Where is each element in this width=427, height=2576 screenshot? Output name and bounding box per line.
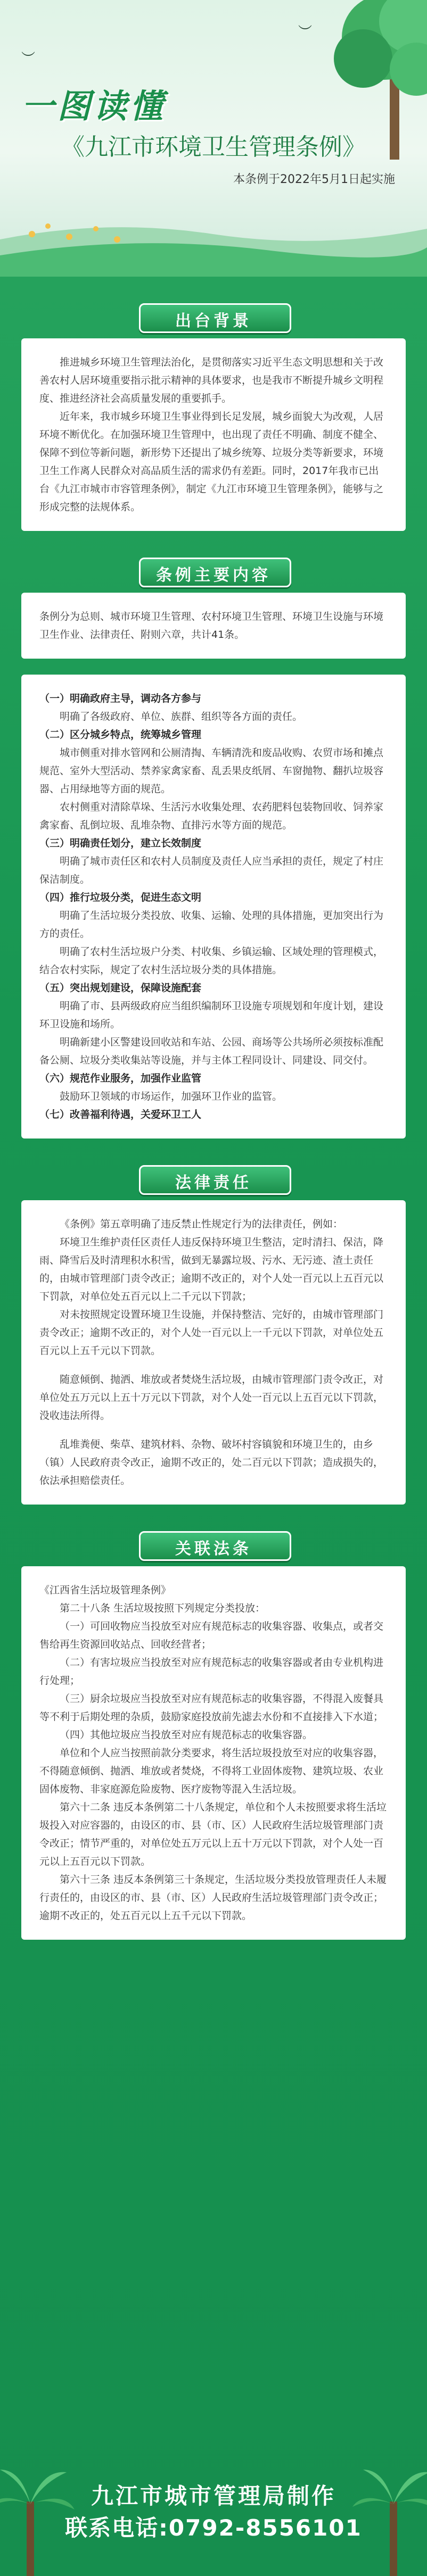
- section-header-related: [139, 1526, 288, 1561]
- page-title: 《九江市环境卫生管理条例》: [61, 134, 366, 161]
- paragraph: （四）其他垃圾应当投放至对应有规范标志的收集容器。: [60, 1729, 313, 1741]
- item-heading: （五）突出规划建设，保障设施配套: [39, 982, 202, 994]
- paragraph: （三）厨余垃圾应当投放至对应有规范标志的收集容器，不得混入废餐具等不利于后期处理的杂质，鼓励家庭投放前先滤去水份和不直接排入下水道；: [39, 1693, 384, 1723]
- bird-icon: ︶: [21, 51, 36, 67]
- section-title: 条例主要内容: [156, 566, 271, 585]
- paragraph: 明确新建小区警建设回收站和车站、公园、商场等公共场所必须按标准配备公厕、垃圾分类收集站等设施，并与主体工程同设计、同建设、同交付。: [39, 1036, 384, 1066]
- section-header-legal: [139, 1160, 288, 1195]
- item-heading: （二）区分城乡特点，统筹城乡管理: [39, 729, 202, 741]
- paragraph: 鼓励环卫领域的市场运作，加强环卫作业的监管。: [60, 1091, 283, 1102]
- contact-phone: 联系电话:0792-8556101: [65, 2515, 362, 2541]
- paragraph: 第六十二条 违反本条例第二十八条规定，单位和个人未按照要求将生活垃圾投入对应容器的，由设区的市、县（市、区）人民政府生活垃圾管理部门责令改正；情节严重的，对单位处五万元以上五十万元以下罚款，对个人处一百元以上五百元以下罚款。: [39, 1801, 387, 1867]
- paragraph: 《江西省生活垃圾管理条例》: [39, 1584, 171, 1596]
- section-header-content: [139, 552, 288, 587]
- paragraph: 环境卫生维护责任区责任人违反保持环境卫生整洁，定时清扫、保洁，降雨、降雪后及时清理积水积雪，做到无暴露垃圾、污水、无污迹、渣土责任的，由城市管理部门责令改正；逾期不改正的，对个人处一百元以上五百元以下罚款，对单位处五百元以上二千元以下罚款；: [39, 1236, 384, 1302]
- item-heading: （四）推行垃圾分类，促进生态文明: [39, 892, 202, 903]
- paragraph: 第二十八条 生活垃圾按照下列规定分类投放：: [60, 1602, 266, 1614]
- paragraph: 明确了城市责任区和农村人员制度及责任人应当承担的责任，规定了村庄保洁制度。: [39, 855, 384, 885]
- section-title: 法律责任: [175, 1174, 252, 1192]
- paragraph: 单位和个人应当按照前款分类要求，将生活垃圾投放至对应的收集容器，不得随意倾倒、抛洒、堆放或者焚烧，不得将工业固体废物、建筑垃圾、农业固体废物、非家庭源危险废物、医疗废物等混入生活垃圾。: [39, 1747, 384, 1795]
- related-card: [21, 1566, 406, 1940]
- bird-icon: ︶: [298, 24, 313, 40]
- section-title: 出台背景: [175, 312, 252, 330]
- paragraph: 明确了市、县两级政府应当组织编制环卫设施专项规划和年度计划，建设环卫设施和场所。: [39, 1000, 384, 1030]
- effective-date: 本条例于2022年5月1日起实施: [233, 173, 395, 186]
- paragraph: 《条例》第五章明确了违反禁止性规定行为的法律责任，例如：: [60, 1218, 343, 1230]
- hero-title: 一图读懂: [21, 87, 167, 126]
- paragraph: 农村侧重对清除草垛、生活污水收集处理、农药肥料包装物回收、饲养家禽家畜、乱倒垃圾、乱堆杂物、直排污水等方面的规范。: [39, 801, 384, 831]
- section-header-background: [139, 298, 288, 333]
- producer-text: 九江市城市管理局制作: [91, 2483, 336, 2509]
- footer: [0, 2480, 427, 2544]
- paragraph: （一）可回收物应当投放至对应有规范标志的收集容器、收集点，或者交售给再生资源回收站点、回收经营者；: [39, 1621, 384, 1650]
- paragraph: 乱堆粪便、柴草、建筑材料、杂物、破坏村容镇貌和环境卫生的，由乡（镇）人民政府责令改正，逾期不改正的，处二百元以下罚款；造成损失的，依法承担赔偿责任。: [39, 1439, 384, 1486]
- content-items-card: [21, 675, 406, 1139]
- hero-banner: [0, 0, 427, 277]
- item-heading: （六）规范作业服务，加强作业监管: [39, 1073, 202, 1084]
- background-card: [21, 338, 406, 531]
- paragraph: 第六十三条 违反本条例第三十条规定，生活垃圾分类投放管理责任人未履行责任的，由设区的市、县（市、区）人民政府生活垃圾管理部门责令改正；逾期不改正的，处五百元以上五千元以下罚款。: [39, 1874, 387, 1922]
- paragraph: 推进城乡环境卫生管理法治化，是贯彻落实习近平生态文明思想和关于改善农村人居环境重要指示批示精神的具体要求，也是我市不断提升城乡文明程度、推进经济社会高质量发展的重要抓手。: [39, 356, 384, 404]
- paragraph: 明确了农村生活垃圾户分类、村收集、乡镇运输、区域处理的管理模式，结合农村实际，规定了农村生活垃圾分类的具体措施。: [39, 946, 384, 976]
- section-title: 关联法条: [175, 1540, 252, 1558]
- paragraph: 近年来，我市城乡环境卫生事业得到长足发展，城乡面貌大为改观，人居环境不断优化。在加强环境卫生管理中，也出现了责任不明确、制度不健全、保障不到位等新问题，新形势下还提出了城乡统筹、垃圾分类等新要求，环境卫生工作离人民群众对高品质生活的需求仍有差距。同时，2017年我市已出台《九江市城市市容管理条例》，制定《九江市环境卫生管理条例》，能够与之形成完整的法规体系。: [39, 411, 384, 513]
- paragraph: 随意倾倒、抛洒、堆放或者焚烧生活垃圾，由城市管理部门责令改正，对单位处五万元以上五十万元以下罚款，对个人处一百元以上五百元以下罚款，没收违法所得。: [39, 1374, 384, 1422]
- legal-card: [21, 1200, 406, 1505]
- paragraph: 明确了生活垃圾分类投放、收集、运输、处理的具体措施，更加突出行为方的责任。: [39, 910, 384, 940]
- grass-illustration: [0, 197, 427, 277]
- item-heading: （一）明确政府主导，调动各方参与: [39, 693, 202, 704]
- paragraph: 明确了各级政府、单位、族群、组织等各方面的责任。: [60, 711, 303, 722]
- paragraph: 条例分为总则、城市环境卫生管理、农村环境卫生管理、环境卫生设施与环境卫生作业、法律责任、附则六章，共计41条。: [39, 611, 384, 641]
- item-heading: （三）明确责任划分，建立长效制度: [39, 837, 202, 849]
- paragraph: 对未按照规定设置环境卫生设施，并保持整洁、完好的，由城市管理部门责令改正；逾期不改正的，对个人处一百元以上一千元以下罚款，对单位处五百元以上五千元以下罚款。: [39, 1309, 384, 1357]
- paragraph: 城市侧重对排水管网和公厕清掏、车辆清洗和废品收购、农贸市场和摊点规范、室外大型活动、禁养家禽家畜、乱丢果皮纸屑、车窗抛物、翻扒垃圾容器、占用绿地等方面的规范。: [39, 747, 384, 795]
- content-intro-card: [21, 593, 406, 659]
- item-heading: （七）改善福利待遇，关爱环卫工人: [39, 1109, 202, 1120]
- paragraph: （二）有害垃圾应当投放至对应有规范标志的收集容器或者由专业机构进行处理；: [39, 1657, 384, 1686]
